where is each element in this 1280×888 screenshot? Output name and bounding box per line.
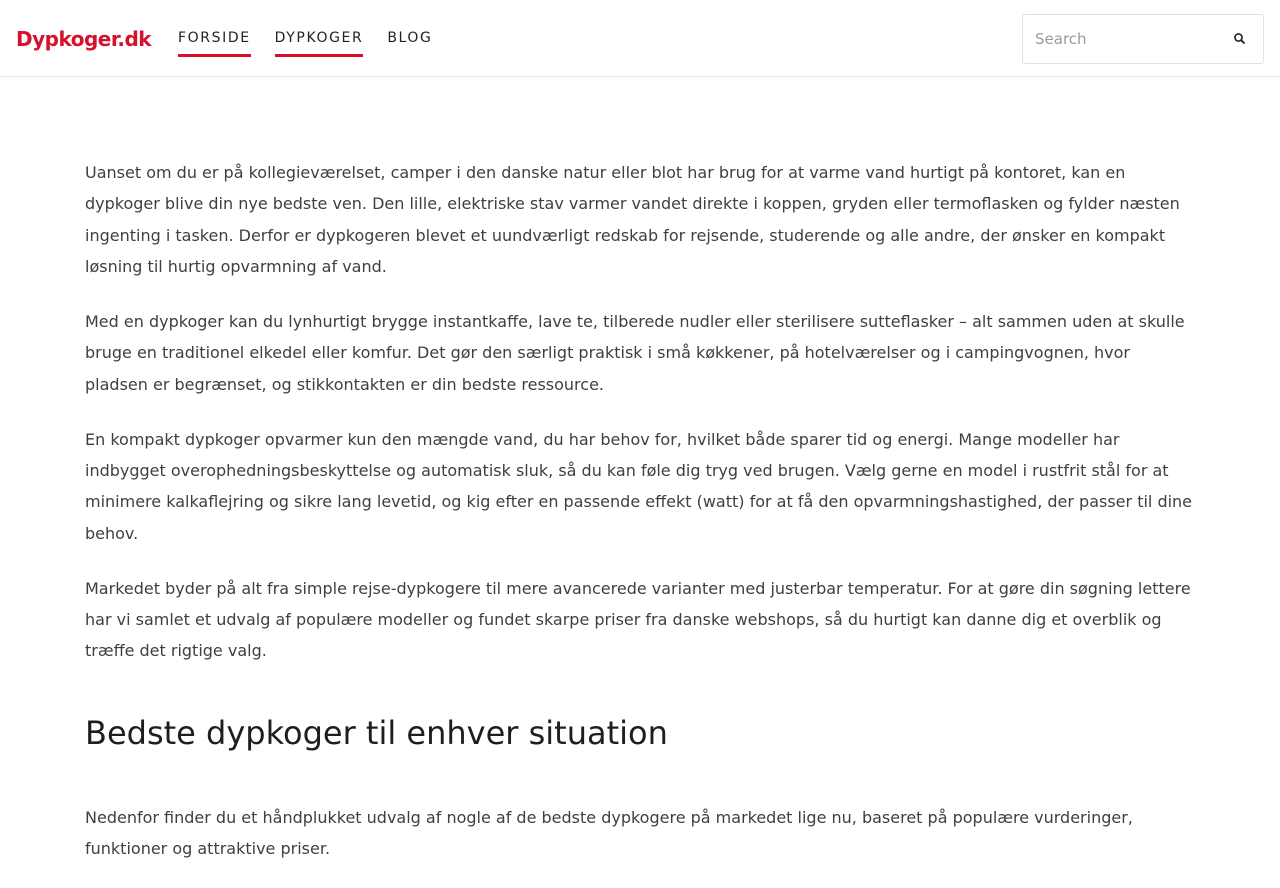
article-paragraph: En kompakt dypkoger opvarmer kun den mængde vand, du har behov for, hvilket både sparer tid og energi. Mange modeller har indbygget overophedningsbeskyttelse og automatisk sluk, så du kan føle dig tryg ved brugen. Vælg gerne en model i rustfrit stål for at minimere kalkaflejring og sikre lang levetid, og kig efter en passende effekt (watt) for at få den opvarmningshastighed, der passer til dine behov. — [85, 429, 1193, 543]
section-intro: Nedenfor finder du et håndplukket udvalg af nogle af de bedste dypkogere på markedet lige nu, baseret på populære vurderinger, funktioner og attraktive priser. — [85, 807, 1133, 859]
section-heading: Bedste dypkoger til enhver situation — [85, 713, 668, 752]
site-header — [0, 0, 1280, 77]
main-nav — [178, 26, 433, 57]
search-input[interactable] — [1023, 15, 1223, 63]
nav-item-dypkoger[interactable]: DYPKOGER — [275, 26, 364, 57]
nav-item-forside[interactable]: FORSIDE — [178, 26, 251, 57]
article-paragraph: Markedet byder på alt fra simple rejse-dypkogere til mere avancerede varianter med justerbar temperatur. For at gøre din søgning lettere har vi samlet et udvalg af populære modeller og fundet skarpe priser fra danske webshops, så du hurtigt kan danne dig et overblik og træffe det rigtige valg. — [85, 578, 1191, 661]
article-paragraph: Uanset om du er på kollegieværelset, camper i den danske natur eller blot har brug for at varme vand hurtigt på kontoret, kan en dypkoger blive din nye bedste ven. Den lille, elektriske stav varmer vandet direkte i koppen, gryden eller termoflasken og fylder næsten ingenting i tasken. Derfor er dypkogeren blevet et uundværligt redskab for rejsende, studerende og alle andre, der ønsker en kompakt løsning til hurtig opvarmning af vand. — [85, 163, 1180, 277]
article-content — [85, 157, 1197, 888]
nav-item-blog[interactable]: BLOG — [387, 30, 433, 46]
article-paragraph: Med en dypkoger kan du lynhurtigt brygge instantkaffe, lave te, tilberede nudler eller sterilisere sutteflasker – alt sammen uden at skulle bruge en traditionel elkedel eller komfur. Det gør den særligt praktisk i små køkkener, på hotelværelser og i campingvognen, hvor pladsen er begrænset, og stikkontakten er din bedste ressource. — [85, 312, 1185, 394]
search-button[interactable] — [1231, 30, 1249, 48]
site-logo[interactable]: Dypkoger.dk — [16, 27, 152, 51]
search-icon — [1231, 30, 1249, 48]
search-box — [1022, 14, 1264, 64]
